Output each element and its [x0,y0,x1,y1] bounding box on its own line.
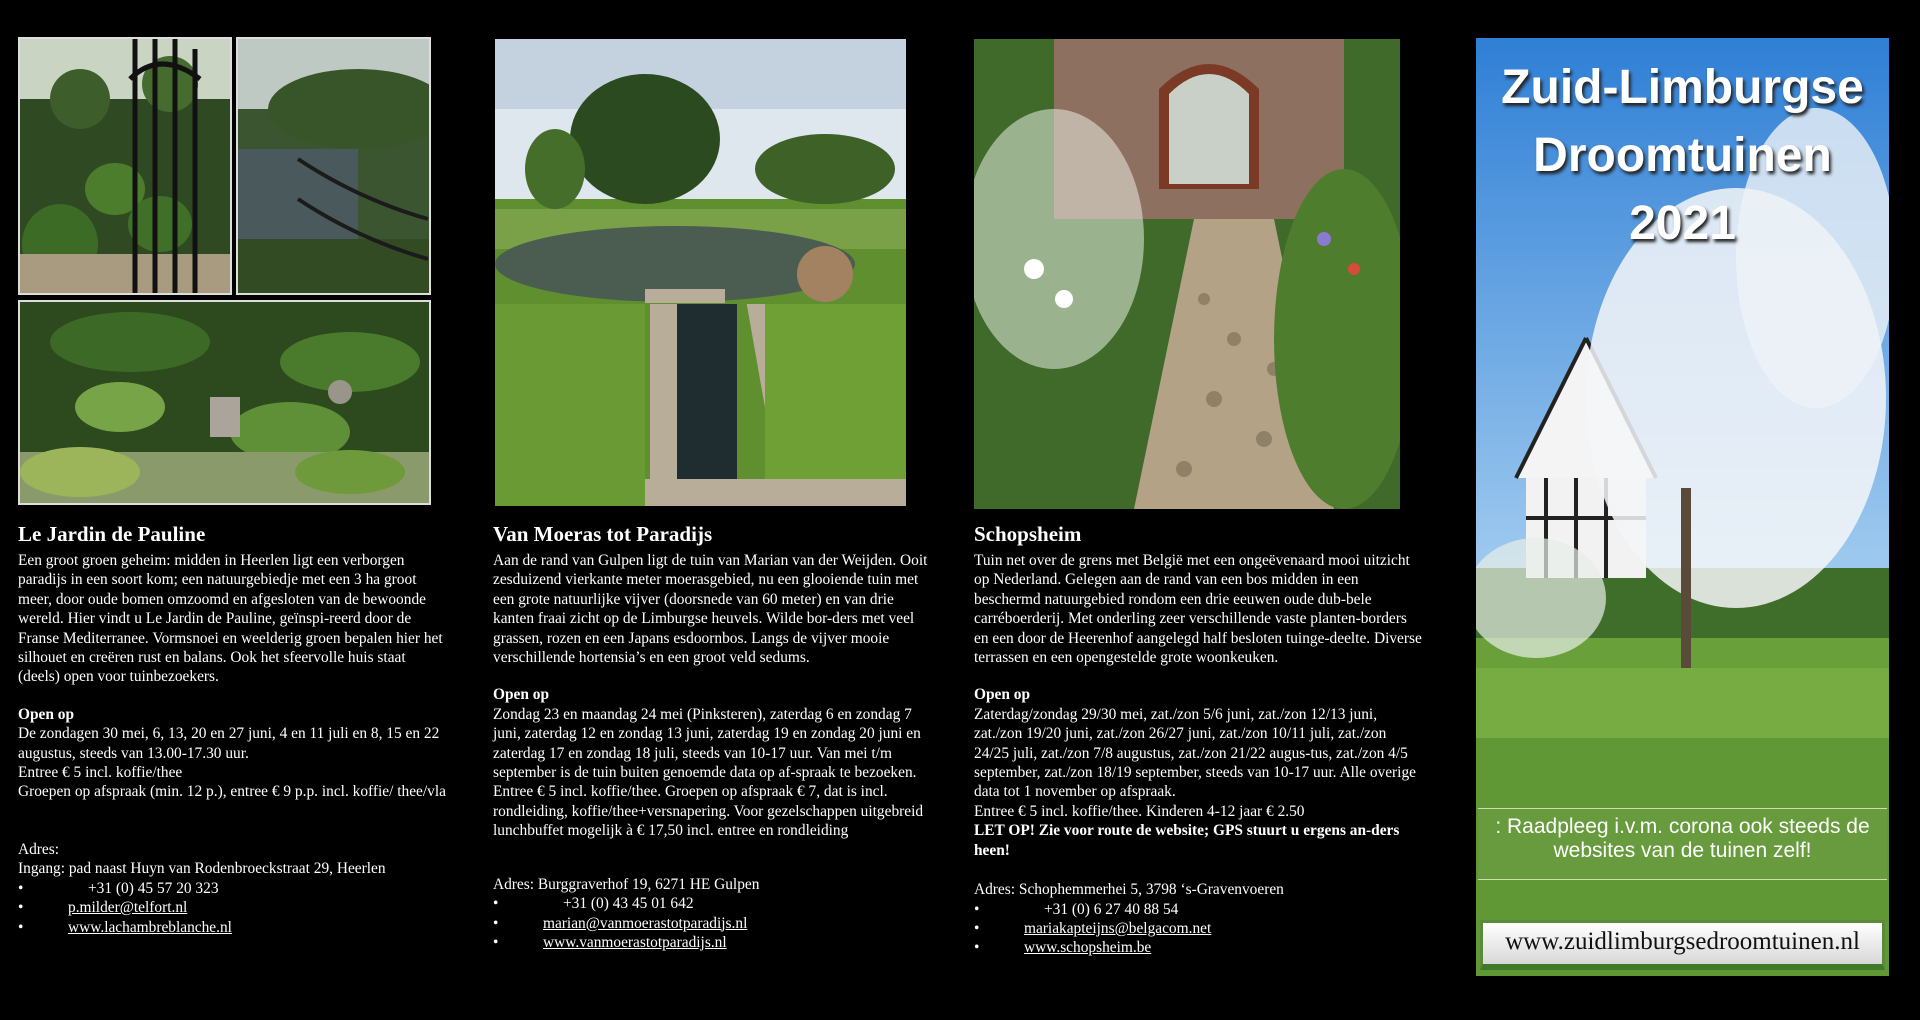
list-item [974,900,1424,919]
address: Adres: Schophemmerhei 5, 3798 ‘s-Gravenvoeren [974,881,1284,899]
cover-title-year: 2021 [1629,197,1736,250]
bullet-icon: • [18,899,24,917]
contact-list [974,900,1424,958]
opening-dates: De zondagen 30 mei, 6, 13, 20 en 27 juni, 4 en 11 juli en 8, 15 en 22 augustus, steeds van 13.00-17.30 uur. [18,725,440,762]
photo-cobblestone-path-farmhouse [972,37,1402,511]
address-label: Adres: [18,840,60,858]
address: Ingang: pad naast Huyn van Rodenbroeckstraat 29, Heerlen [18,860,386,878]
garden-description: Een groot groen geheim: midden in Heerlen ligt een verborgen paradijs in een soort kom; een natuurgebiedje met een 3 ha groot meer, door oude bomen omzoomd en afgesloten van de bewoonde wereld. Hier vindt u Le Jardin de Pauline, geïnspi-reerd door de Franse Mediterranee. Vormsnoei en weelderig groen bepalen hier het silhouet en creëren rust en balans. Ook het sfeervolle huis staat (deels) open voor tuinbezoekers. [18,552,443,686]
email-link[interactable]: marian@vanmoerastotparadijs.nl [543,914,748,932]
bullet-icon: • [493,914,499,932]
opening-dates: Zaterdag/zondag 29/30 mei, zat./zon 5/6 juni, zat./zon 12/13 juni, zat./zon 19/20 juni, zat./zon 26/27 juni, zat./zon 10/11 juli, zat./zon 24/25 juli, zat./zon 7/8 augustus, zat./zon 21/22 augus-tus, zat./zon 4/5 september, zat./zon 18/19 september, steeds van 10-17 uur. Alle overige data tot 1 november op afspraak. [974,705,1416,801]
garden-column-schopsheim [974,521,1424,958]
list-item [18,918,448,937]
cover-panel [1476,38,1889,976]
list-item [493,914,933,933]
list-item [493,933,933,952]
photo-topiary-garden-gate [18,37,232,295]
bullet-icon: • [493,895,499,913]
cover-title [1476,54,1889,258]
phone-number: +31 (0) 43 45 01 642 [563,895,694,913]
contact-list [493,894,933,952]
garden-title: Van Moeras tot Paradijs [493,522,713,546]
phone-number: +31 (0) 6 27 40 88 54 [1044,900,1179,918]
garden-column-van-moeras-tot-paradijs [493,521,933,952]
address: Adres: Burggraverhof 19, 6271 HE Gulpen [493,875,760,893]
cover-title-line: Droomtuinen [1533,129,1832,182]
open-label: Open op [974,686,1031,704]
bullet-icon: • [493,933,499,951]
corona-notice: : Raadpleeg i.v.m. corona ook steeds de websites van de tuinen zelf! [1478,808,1887,880]
phone-number: +31 (0) 45 57 20 323 [88,879,219,897]
list-item [18,879,448,898]
list-item [974,919,1424,938]
garden-column-jardin-de-pauline [18,521,448,937]
website-link[interactable]: www.schopsheim.be [1024,939,1152,957]
garden-title: Le Jardin de Pauline [18,522,206,546]
email-link[interactable]: mariakapteijns@belgacom.net [1024,919,1212,937]
main-website-link[interactable]: www.zuidlimburgsedroomtuinen.nl [1480,920,1885,970]
bullet-icon: • [974,900,980,918]
entrance-fee: Entree € 5 incl. koffie/thee. Kinderen 4-12 jaar € 2.50 [974,802,1305,820]
garden-title: Schopsheim [974,522,1082,546]
group-info: Groepen op afspraak (min. 12 p.), entree € 9 p.p. incl. koffie/ thee/vla [18,783,446,801]
entrance-fee: Entree € 5 incl. koffie/thee [18,764,183,782]
website-link[interactable]: www.vanmoerastotparadijs.nl [543,933,727,951]
list-item [493,894,933,913]
list-item [974,938,1424,957]
list-item [18,898,448,917]
bullet-icon: • [18,879,24,897]
photo-topiary-ornaments [18,300,431,505]
bullet-icon: • [974,919,980,937]
email-link[interactable]: p.milder@telfort.nl [68,899,188,917]
route-warning: LET OP! Zie voor route de website; GPS stuurt u ergens an-ders heen! [974,822,1400,859]
photo-pond-with-fountain [493,37,908,508]
photo-pond-railing [236,37,431,295]
bullet-icon: • [18,918,24,936]
garden-description: Tuin net over de grens met België met een ongeëvenaard mooi uitzicht op Nederland. Gelegen aan de rand van een bos midden in een beschermd natuurgebied rondom een drie eeuwen oude dub-bele carréboerderij. Met onderling zeer verschillende vaste planten-borders en een door de Heerenhof aangelegd half besloten tuinge-deelte. Diverse terrassen en een opengestelde grote woonkeuken. [974,552,1422,667]
open-label: Open op [493,686,550,704]
website-link[interactable]: www.lachambreblanche.nl [68,918,232,936]
garden-description: Aan de rand van Gulpen ligt de tuin van Marian van der Weijden. Ooit zesduizend vierkante meter moerasgebied, nu een glooiende tuin met een grote natuurlijke vijver (doorsnede van 60 meter) en van drie kanten fraai zicht op de Limburgse heuvels. Wilde bor-ders met veel grassen, rozen en een Japans esdoornbos. Langs de vijver mooie verschillende hortensia’s en een groot veld sedums. [493,552,928,667]
cover-title-line: Zuid-Limburgse [1501,61,1864,114]
contact-list [18,879,448,937]
open-label: Open op [18,705,75,723]
opening-dates: Zondag 23 en maandag 24 mei (Pinksteren), zaterdag 6 en zondag 7 juni, zaterdag 12 en zondag 13 juni, zaterdag 19 en zondag 20 juni en zaterdag 17 en zondag 18 juli, steeds van 10-17 uur. Van mei t/m september is de tuin buiten genoemde data op af-spraak te bezoeken. Entree € 5 incl. koffie/thee. Groepen op afspraak € 7, dat is incl. rondleiding, koffie/thee+versnapering. Voor gezelschappen uitgebreid lunchbuffet mogelijk à € 17,50 incl. entree en rondleiding [493,705,924,840]
bullet-icon: • [974,939,980,957]
